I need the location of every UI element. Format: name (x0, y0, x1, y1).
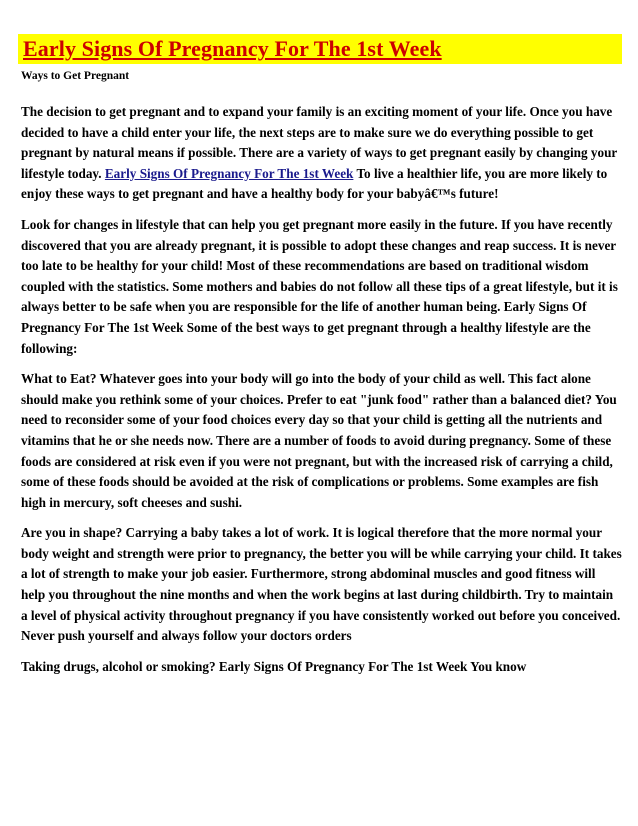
paragraph-intro (21, 102, 622, 205)
title-link[interactable]: Early Signs Of Pregnancy For The 1st Week (104, 165, 354, 181)
document-page (18, 34, 622, 677)
paragraph-what-to-eat: What to Eat? Whatever goes into your body will go into the body of your child as well. This fact alone should make you rethink some of your choices. Prefer to eat "junk food" rather than a balanced diet? You need to reconsider some of your food choices every day so that your child is getting all the nutrients and vitamins that he or she needs now. There are a number of foods to avoid during pregnancy. Some of these foods are considered at risk even if you were not pregnant, but with the increased risk of carrying a child, some of these foods should be avoided at the risk of complications or problems. Some examples are fish high in mercury, soft cheeses and sushi. (21, 371, 617, 510)
paragraph-drugs-alcohol: Taking drugs, alcohol or smoking? Early Signs Of Pregnancy For The 1st Week You know (21, 658, 527, 674)
paragraph-in-shape: Are you in shape? Carrying a baby takes a lot of work. It is logical therefore that the more normal your body weight and strength were prior to pregnancy, the better you will be while carrying your child. It takes a lot of strength to make your job easier. Furthermore, strong abdominal muscles and good fitness will help you throughout the nine months and when the work begins at last during childbirth. Try to maintain a level of physical activity throughout pregnancy if you have consistently worked out before you conceived. Never push yourself and always follow your doctors orders (21, 525, 622, 644)
page-title: Early Signs Of Pregnancy For The 1st Week (23, 36, 442, 61)
title-banner (18, 34, 622, 64)
paragraph-intro-text: The decision to get pregnant and to expand your family is an exciting moment of your life. Once you have decided to have a child enter your life, the next steps are to make sure we do everything possible to get pregnant by natural means if possible. There are a variety of ways to get pregnant easily by changing your lifestyle today. (21, 104, 618, 181)
page-subtitle: Ways to Get Pregnant (21, 70, 130, 82)
paragraph-intro-text-end: To live a healthier life, you are more likely to enjoy these ways to get pregnant and have a healthy body for your babyâ€™s future! (21, 165, 608, 202)
paragraph-lifestyle: Look for changes in lifestyle that can help you get pregnant more easily in the future. If you have recently discovered that you are already pregnant, it is possible to adopt these changes and reap success. It is never too late to be healthy for your child! Most of these recommendations are based on traditional wisdom coupled with the statistics. Some mothers and babies do not follow all these tips of a great lifestyle, but it is always better to be safe when you are responsible for the life of another human being. Early Signs Of Pregnancy For The 1st Week Some of the best ways to get pregnant through a healthy lifestyle are the following: (21, 216, 618, 356)
